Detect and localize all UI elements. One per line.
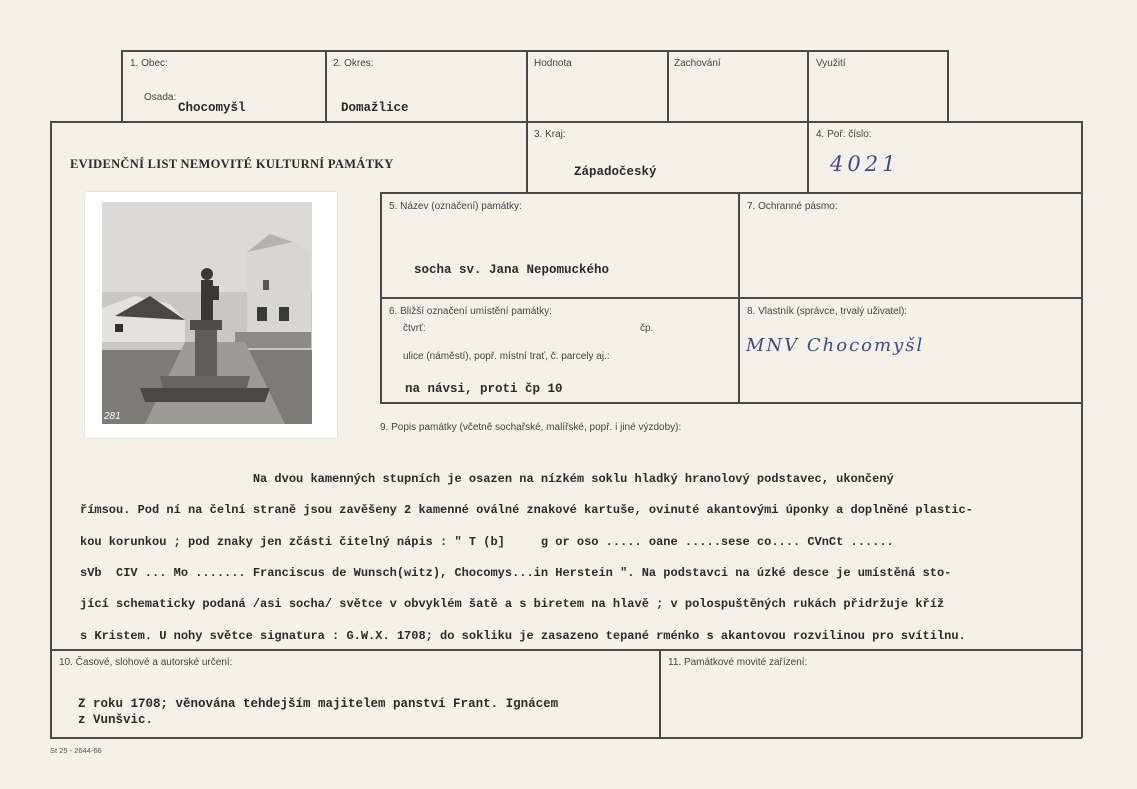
rule bbox=[380, 192, 1082, 194]
rule bbox=[50, 737, 1082, 739]
vlastnik-value: MNV Chocomyšl bbox=[746, 335, 925, 356]
kraj-label: 3. Kraj: bbox=[534, 129, 566, 140]
rule bbox=[380, 402, 1082, 404]
rule bbox=[947, 50, 949, 122]
popis-line: Na dvou kamenných stupních je osazen na nízkém soklu hladký hranolový podstavec, ukončený bbox=[80, 471, 894, 486]
umisteni-value: na návsi, proti čp 10 bbox=[405, 382, 563, 396]
osada-value: Chocomyšl bbox=[178, 101, 246, 115]
popis-line: jící schematicky podaná /asi socha/ světce v obvyklém šatě a s biretem na hlavě ; v polospuštěných rukách přidržuje kříž bbox=[80, 597, 945, 612]
photo-number: 281 bbox=[104, 411, 121, 422]
obec-label: 1. Obec: bbox=[130, 58, 168, 69]
zachovani-label: Zachování bbox=[674, 58, 721, 69]
popis-line: s Kristem. U nohy světce signatura : G.W.X. 1708; do sokliku je zasazeno tepané rménko s akantovou rozvilinou pro svítilnu. bbox=[80, 628, 966, 643]
ulice-label: ulice (náměstí), popř. místní trať, č. parcely aj.: bbox=[403, 351, 610, 362]
nazev-label: 5. Název (označení) památky: bbox=[389, 201, 522, 212]
rule bbox=[50, 121, 52, 738]
form-title: EVIDENČNÍ LIST NEMOVITÉ KULTURNÍ PAMÁTKY bbox=[70, 157, 394, 171]
ochranne-pasmo-label: 7. Ochranné pásmo: bbox=[747, 201, 838, 212]
form-code: St 25 - 2644-66 bbox=[50, 746, 102, 755]
vlastnik-label: 8. Vlastník (správce, trvalý uživatel): bbox=[747, 306, 908, 317]
nazev-value: socha sv. Jana Nepomuckého bbox=[414, 263, 610, 277]
monument-photo bbox=[85, 192, 337, 438]
popis-label: 9. Popis památky (včetně sochařské, malířské, popř. i jiné výzdoby): bbox=[380, 422, 682, 433]
urceni-label: 10. Časové, slohové a autorské určení: bbox=[59, 657, 233, 668]
rule bbox=[325, 50, 327, 122]
vyuziti-label: Využití bbox=[816, 58, 846, 69]
urceni-line: z Vunšvic. bbox=[78, 713, 154, 727]
hodnota-label: Hodnota bbox=[534, 58, 572, 69]
okres-value: Domažlice bbox=[341, 101, 409, 115]
cp-label: čp. bbox=[640, 323, 654, 334]
rule bbox=[121, 50, 949, 52]
popis-line: kou korunkou ; pod znaky jen zčásti čitelný nápis : " T (b] g or oso ..... oane .....sese co.... CVnCt ...... bbox=[80, 534, 894, 549]
rule bbox=[667, 50, 669, 122]
ctvrt-label: čtvrť: bbox=[403, 323, 426, 334]
por-cislo-value: 4021 bbox=[830, 152, 900, 176]
okres-label: 2. Okres: bbox=[333, 58, 374, 69]
kraj-value: Západočeský bbox=[574, 165, 657, 179]
umisteni-label: 6. Bližší označení umístění památky: bbox=[389, 306, 552, 317]
popis-line: sVb CIV ... Mo ....... Franciscus de Wunsch(witz), Chocomys...in Herstein ". Na podstavci na úzké desce je umístěná sto- bbox=[80, 565, 952, 580]
rule bbox=[121, 50, 123, 122]
rule bbox=[659, 649, 661, 738]
urceni-line: Z roku 1708; věnována tehdejším majitelem panství Frant. Ignácem bbox=[78, 697, 559, 711]
por-cislo-label: 4. Poř. číslo: bbox=[816, 129, 872, 140]
popis-line: římsou. Pod ní na čelní straně jsou zavěšeny 2 kamenné oválné znakové kartuše, ovinuté akantovými úponky a doplněné plastic- bbox=[80, 503, 973, 518]
rule bbox=[380, 297, 1082, 299]
photo-image bbox=[85, 192, 337, 438]
rule bbox=[50, 121, 1082, 123]
osada-label: Osada: bbox=[144, 92, 177, 103]
popis-text bbox=[80, 456, 1090, 660]
movite-zarizeni-label: 11. Památkové movité zařízení: bbox=[668, 657, 808, 668]
